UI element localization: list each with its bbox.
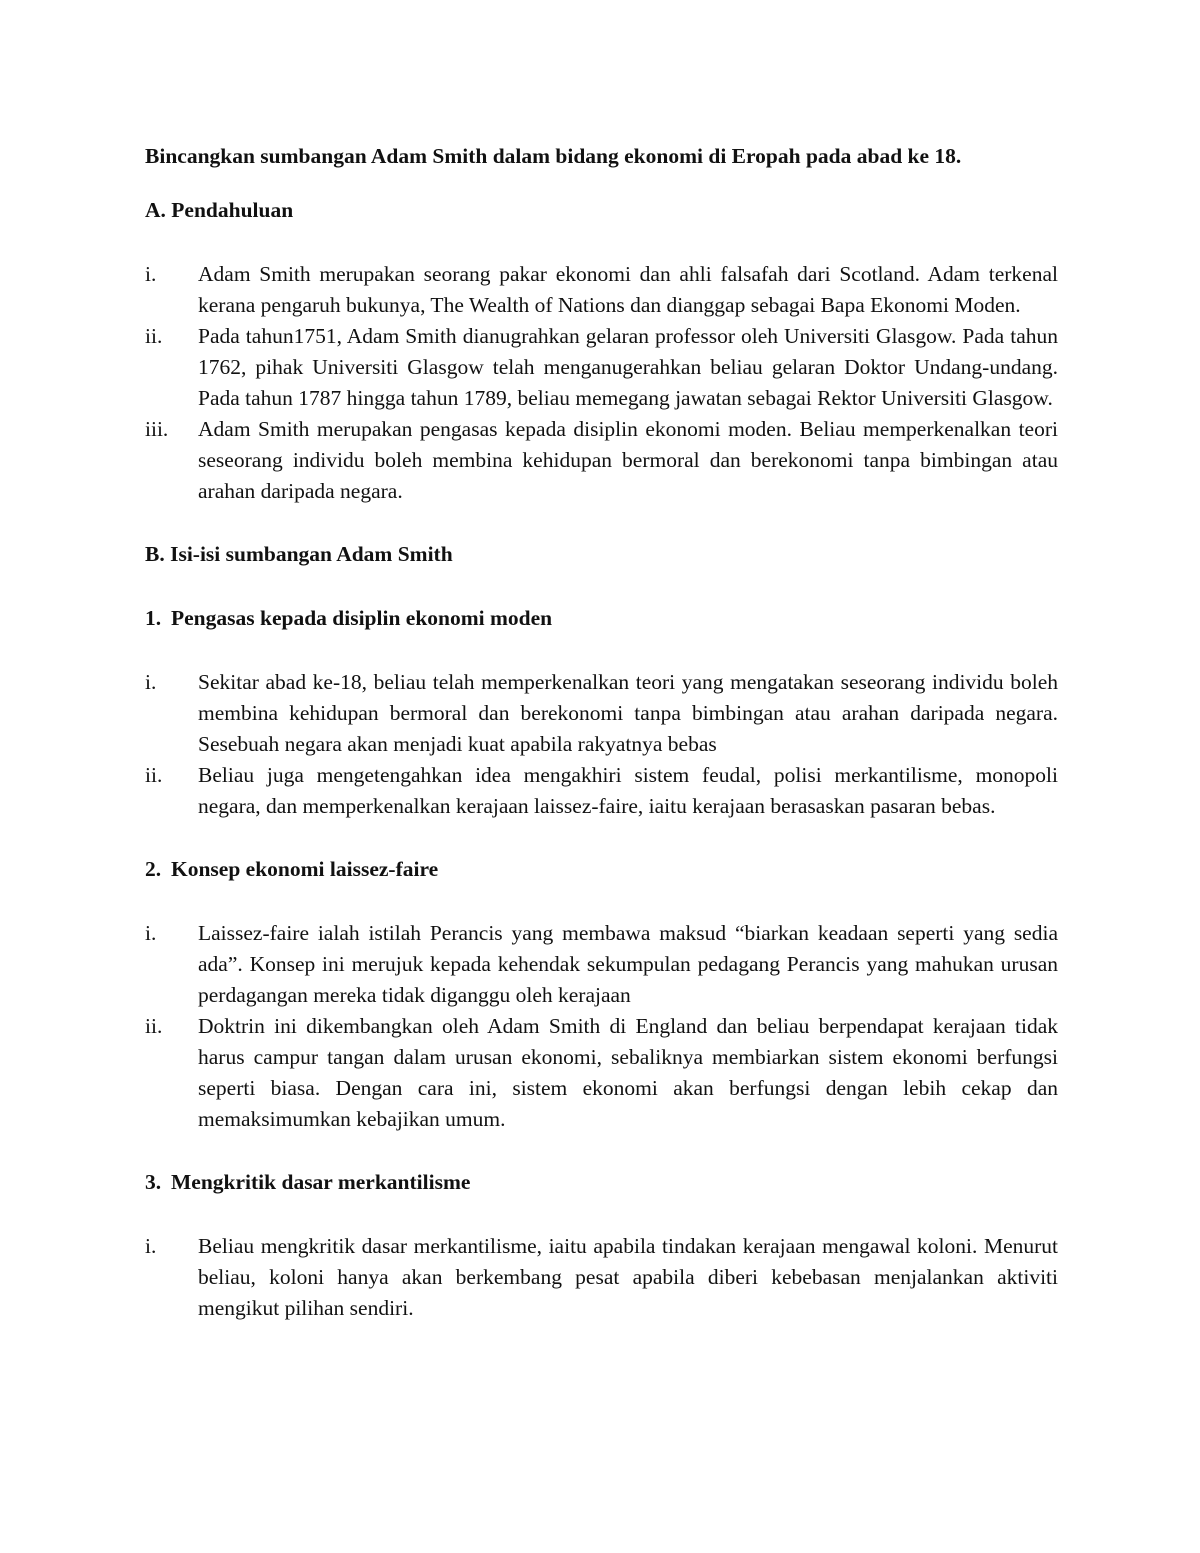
subsection-heading-1	[145, 603, 1058, 634]
section-a-heading: A. Pendahuluan	[145, 198, 294, 222]
list-item	[145, 918, 1058, 1011]
list-item-text: Pada tahun1751, Adam Smith dianugrahkan gelaran professor oleh Universiti Glasgow. Pada tahun 1762, pihak Universiti Glasgow telah menganugerahkan beliau gelaran Doktor Undang-undang. Pada tahun 1787 hingga tahun 1789, beliau memegang jawatan sebagai Rektor Universiti Glasgow.	[198, 324, 1058, 410]
list-item-text: Adam Smith merupakan seorang pakar ekonomi dan ahli falsafah dari Scotland. Adam terkenal kerana pengaruh bukunya, The Wealth of Nations dan dianggap sebagai Bapa Ekonomi Moden.	[198, 262, 1058, 317]
subsection-title: Konsep ekonomi laissez-faire	[171, 857, 439, 881]
list-marker: iii.	[145, 417, 169, 441]
list-marker: ii.	[145, 324, 163, 348]
list-marker: ii.	[145, 763, 163, 787]
list-marker: i.	[145, 262, 157, 286]
list-item	[145, 321, 1058, 414]
subsection-heading-3	[145, 1167, 1058, 1198]
section-b-heading: B. Isi-isi sumbangan Adam Smith	[145, 542, 453, 566]
subsection-title: Mengkritik dasar merkantilisme	[171, 1170, 471, 1194]
list-item	[145, 414, 1058, 507]
list-item	[145, 760, 1058, 822]
list-item-text: Beliau mengkritik dasar merkantilisme, iaitu apabila tindakan kerajaan mengawal koloni. Menurut beliau, koloni hanya akan berkembang pesat apabila diberi kebebasan menjalankan aktiviti mengikut pilihan sendiri.	[198, 1234, 1058, 1320]
subsection-heading-2	[145, 854, 1058, 885]
list-item	[145, 1231, 1058, 1324]
list-item	[145, 259, 1058, 321]
subsection-title: Pengasas kepada disiplin ekonomi moden	[171, 606, 553, 630]
subsection-1-list	[145, 667, 1058, 822]
subsection-number: 3.	[145, 1170, 162, 1194]
list-item	[145, 1011, 1058, 1135]
question-title: Bincangkan sumbangan Adam Smith dalam bidang ekonomi di Eropah pada abad ke 18.	[145, 144, 962, 168]
list-marker: i.	[145, 1234, 157, 1258]
document-page	[145, 141, 1058, 1324]
list-item	[145, 667, 1058, 760]
list-item-text: Doktrin ini dikembangkan oleh Adam Smith di England dan beliau berpendapat kerajaan tidak harus campur tangan dalam urusan ekonomi, sebaliknya membiarkan sistem ekonomi berfungsi seperti biasa. Dengan cara ini, sistem ekonomi akan berfungsi dengan lebih cekap dan memaksimumkan kebajikan umum.	[198, 1014, 1058, 1131]
subsection-number: 2.	[145, 857, 162, 881]
subsection-3-list	[145, 1231, 1058, 1324]
list-item-text: Sekitar abad ke-18, beliau telah memperkenalkan teori yang mengatakan seseorang individu boleh membina kehidupan bermoral dan berekonomi tanpa bimbingan atau arahan daripada negara. Sesebuah negara akan menjadi kuat apabila rakyatnya bebas	[198, 670, 1058, 756]
subsection-2-list	[145, 918, 1058, 1135]
list-item-text: Laissez-faire ialah istilah Perancis yang membawa maksud “biarkan keadaan seperti yang sedia ada”. Konsep ini merujuk kepada kehendak sekumpulan pedagang Perancis yang mahukan urusan perdagangan mereka tidak diganggu oleh kerajaan	[198, 921, 1058, 1007]
list-item-text: Beliau juga mengetengahkan idea mengakhiri sistem feudal, polisi merkantilisme, monopoli negara, dan memperkenalkan kerajaan laissez-faire, iaitu kerajaan berasaskan pasaran bebas.	[198, 763, 1058, 818]
list-item-text: Adam Smith merupakan pengasas kepada disiplin ekonomi moden. Beliau memperkenalkan teori seseorang individu boleh membina kehidupan bermoral dan berekonomi tanpa bimbingan atau arahan daripada negara.	[198, 417, 1058, 503]
subsection-number: 1.	[145, 606, 162, 630]
section-a-list	[145, 259, 1058, 507]
list-marker: i.	[145, 921, 157, 945]
list-marker: i.	[145, 670, 157, 694]
list-marker: ii.	[145, 1014, 163, 1038]
